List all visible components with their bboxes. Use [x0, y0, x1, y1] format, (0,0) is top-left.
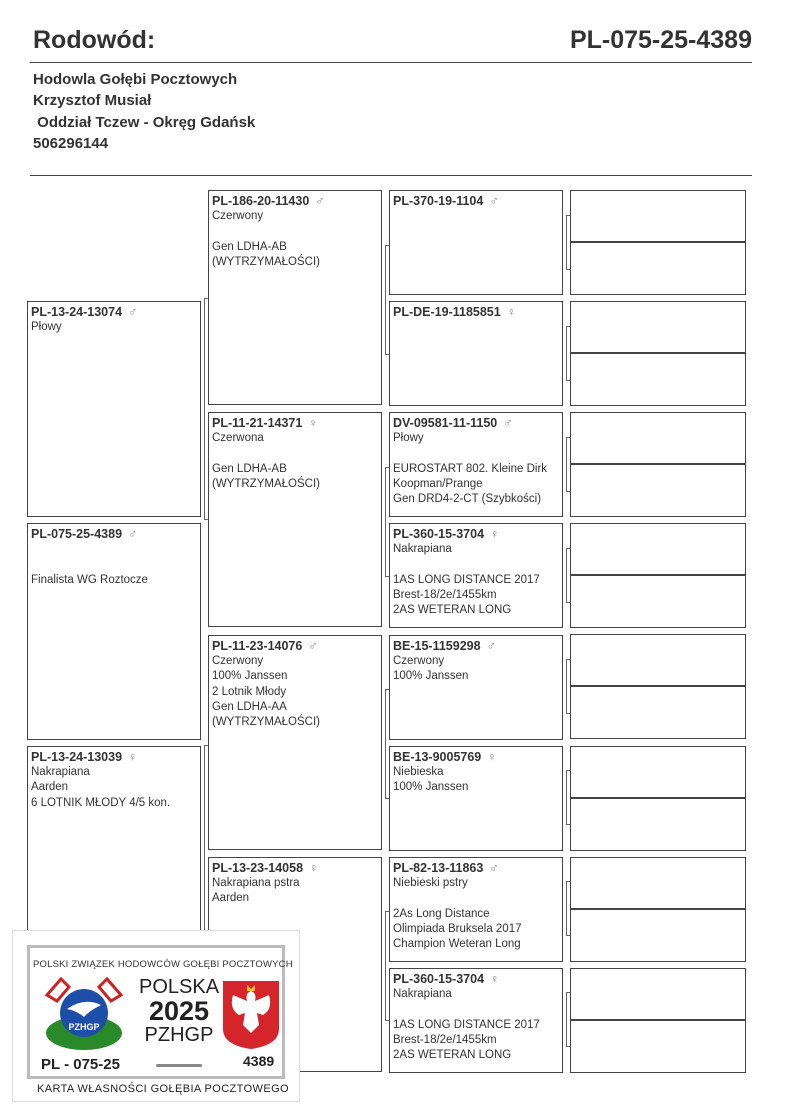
pigeon-detail: Brest-18/2e/1455km — [393, 1033, 497, 1046]
connector-bracket — [385, 245, 389, 355]
pedigree-card-empty — [570, 412, 746, 464]
pigeon-detail: Czerwony — [212, 210, 264, 222]
connector-bracket — [566, 215, 570, 270]
pedigree-card-empty — [570, 686, 746, 739]
pigeon-detail — [393, 446, 559, 461]
ownership-card — [12, 930, 300, 1102]
pedigree-card-empty — [570, 746, 746, 798]
card-year: 2025 — [148, 996, 210, 1026]
ring-number — [393, 415, 559, 431]
pedigree-card-empty — [570, 857, 746, 909]
connector-bracket — [566, 326, 570, 381]
pigeon-detail: Niebieska — [393, 766, 444, 778]
ring-text: PL-186-20-11430 — [212, 194, 310, 208]
connector-bracket — [204, 298, 208, 520]
ring-number — [393, 304, 559, 320]
pigeon-detail: 100% Janssen — [393, 781, 469, 794]
connector-bracket — [385, 467, 389, 577]
ring-number — [212, 193, 378, 209]
pedigree-card-gen1 — [27, 523, 201, 740]
ring-text: PL-82-13-11863 — [393, 861, 484, 875]
pedigree-card-gen4 — [389, 412, 563, 517]
ring-number — [212, 860, 378, 876]
pigeon-detail — [393, 1002, 559, 1017]
pigeon-detail: Champion Weteran Long — [393, 938, 521, 951]
card-org: PZHGP — [144, 1024, 214, 1046]
male-icon: ♂ — [489, 194, 499, 208]
ring-text: PL-13-23-14058 — [212, 861, 304, 875]
pigeon-detail: Gen LDHA-AB — [212, 462, 287, 475]
male-icon: ♂ — [128, 305, 138, 319]
pigeon-detail: 2AS WETERAN LONG — [393, 1049, 512, 1062]
pigeon-detail — [212, 224, 378, 239]
pigeon-detail: Finalista WG Roztocze — [31, 573, 148, 586]
ring-number — [393, 193, 559, 209]
breeder-line: Hodowla Gołębi Pocztowych — [33, 71, 238, 88]
ring-text: PL-370-19-1104 — [393, 194, 484, 208]
pigeon-detail: Czerwona — [212, 432, 264, 444]
female-icon: ♀ — [309, 861, 319, 875]
pzhgp-logo-icon — [39, 975, 129, 1055]
male-icon: ♂ — [128, 527, 138, 541]
card-title — [139, 976, 219, 1046]
pigeon-detail: 2AS WETERAN LONG — [393, 604, 512, 617]
logo-text: PZHGP — [68, 1022, 100, 1032]
ring-number — [212, 638, 378, 654]
pigeon-detail: (WYTRZYMAŁOŚCI) — [212, 255, 320, 268]
pigeon-detail — [212, 446, 378, 461]
female-icon: ♀ — [487, 750, 497, 764]
pedigree-card-gen4 — [389, 301, 563, 406]
ring-number — [31, 526, 197, 542]
pedigree-card-gen3 — [208, 190, 382, 405]
ring-text: BE-15-1159298 — [393, 639, 481, 653]
pigeon-detail — [31, 557, 197, 572]
pigeon-detail: 1AS LONG DISTANCE 2017 — [393, 573, 540, 586]
connector-bracket — [566, 992, 570, 1047]
pedigree-card-empty — [570, 1020, 746, 1073]
card-ring-prefix: PL - 075-25 — [41, 1056, 120, 1073]
connector-bracket — [566, 881, 570, 936]
pigeon-detail: Olimpiada Bruksela 2017 — [393, 922, 522, 935]
breeder-name: Krzysztof Musiał — [33, 92, 152, 110]
pigeon-detail — [393, 557, 559, 572]
divider — [30, 62, 752, 63]
ring-number — [31, 304, 197, 320]
pedigree-card-empty — [570, 190, 746, 242]
pedigree-card-gen4 — [389, 968, 563, 1073]
pedigree-card-empty — [570, 523, 746, 575]
pedigree-card-gen4 — [389, 523, 563, 628]
pigeon-detail: (WYTRZYMAŁOŚCI) — [212, 477, 320, 490]
male-icon: ♂ — [308, 639, 318, 653]
pedigree-card-empty — [570, 301, 746, 353]
breeder-phone: 506296144 — [33, 134, 109, 152]
ring-text: PL-360-15-3704 — [393, 972, 485, 986]
ring-text: PL-11-21-14371 — [212, 416, 303, 430]
card-country: POLSKA — [139, 976, 220, 998]
pigeon-detail: Nakrapiana — [393, 543, 452, 555]
ring-text: PL-13-24-13039 — [31, 750, 123, 764]
pigeon-detail: Gen LDHA-AA — [212, 700, 287, 713]
divider — [30, 175, 752, 176]
ring-text: PL-DE-19-1185851 — [393, 305, 501, 319]
connector-bracket — [385, 911, 389, 1021]
pigeon-detail: Nakrapiana — [393, 988, 452, 1000]
pedigree-card-empty — [570, 242, 746, 295]
male-icon: ♂ — [315, 194, 325, 208]
pigeon-detail: Koopman/Prange — [393, 477, 483, 490]
connector-bracket — [566, 659, 570, 714]
pigeon-detail: 1AS LONG DISTANCE 2017 — [393, 1018, 540, 1031]
pigeon-detail: 2As Long Distance — [393, 907, 490, 920]
pigeon-detail: 6 LOTNIK MŁODY 4/5 kon. — [31, 796, 171, 809]
female-icon: ♀ — [490, 527, 500, 541]
pedigree-card-empty — [570, 909, 746, 962]
ring-number — [212, 415, 378, 431]
pigeon-detail: Czerwony — [393, 655, 445, 667]
female-icon: ♀ — [490, 972, 500, 986]
ring-number — [31, 749, 197, 765]
ring-text: DV-09581-11-1150 — [393, 416, 498, 430]
pigeon-detail: 100% Janssen — [212, 670, 288, 683]
pedigree-card-empty — [570, 464, 746, 517]
polish-eagle-emblem-icon — [221, 979, 281, 1051]
pigeon-detail: 100% Janssen — [393, 670, 469, 683]
pigeon-detail: Gen LDHA-AB — [212, 240, 287, 253]
pedigree-card-gen4 — [389, 190, 563, 295]
connector-bracket — [385, 689, 389, 799]
pigeon-detail: EUROSTART 802. Kleine Dirk — [393, 462, 548, 475]
pigeon-detail: Płowy — [31, 321, 62, 333]
ring-text: PL-075-25-4389 — [31, 527, 123, 541]
ring-number — [393, 749, 559, 765]
male-icon: ♂ — [486, 639, 496, 653]
card-caption: KARTA WŁASNOŚCI GOŁĘBIA POCZTOWEGO — [37, 1083, 289, 1095]
card-bar — [156, 1064, 202, 1067]
pigeon-ring-number: PL-075-25-4389 — [569, 26, 752, 54]
female-icon: ♀ — [128, 750, 138, 764]
breeder-branch: Oddział Tczew - Okręg Gdańsk — [33, 113, 256, 131]
female-icon: ♀ — [308, 416, 318, 430]
ring-text: BE-13-9005769 — [393, 750, 482, 764]
ring-number — [393, 860, 559, 876]
pedigree-card-empty — [570, 353, 746, 406]
page-title: Rodowód: — [33, 26, 156, 54]
pedigree-card-empty — [570, 575, 746, 628]
pedigree-card-empty — [570, 634, 746, 686]
pigeon-detail — [393, 891, 559, 906]
ring-number — [393, 526, 559, 542]
card-ring-suffix: 4389 — [243, 1053, 275, 1069]
connector-bracket — [566, 770, 570, 825]
pedigree-card-empty — [570, 798, 746, 851]
pedigree-card-gen4 — [389, 857, 563, 962]
pigeon-detail: Brest-18/2e/1455km — [393, 588, 497, 601]
pigeon-detail — [31, 542, 197, 557]
male-icon: ♂ — [503, 416, 513, 430]
pedigree-card-gen4 — [389, 746, 563, 851]
ring-text: PL-360-15-3704 — [393, 527, 485, 541]
male-icon: ♂ — [489, 861, 499, 875]
connector-bracket — [566, 437, 570, 492]
pedigree-card-gen2 — [27, 301, 201, 517]
pigeon-detail: Czerwony — [212, 655, 264, 667]
ring-text: PL-13-24-13074 — [31, 305, 123, 319]
pedigree-card-gen4 — [389, 635, 563, 740]
pigeon-detail: Niebieski pstry — [393, 877, 468, 889]
pigeon-detail: Płowy — [393, 432, 424, 444]
ring-number — [393, 638, 559, 654]
pigeon-detail: 2 Lotnik Młody — [212, 685, 287, 698]
ring-number — [393, 971, 559, 987]
pedigree-card-gen3 — [208, 412, 382, 627]
female-icon: ♀ — [506, 305, 517, 319]
pedigree-card-gen3 — [208, 635, 382, 850]
pigeon-detail: Aarden — [31, 781, 69, 794]
breeder-info — [33, 69, 255, 154]
pigeon-detail: Nakrapiana — [31, 766, 90, 778]
pigeon-detail: Gen DRD4-2-CT (Szybkości) — [393, 493, 542, 506]
pigeon-detail: Nakrapiana pstra — [212, 877, 300, 889]
pigeon-detail: (WYTRZYMAŁOŚCI) — [212, 716, 320, 729]
connector-bracket — [566, 548, 570, 603]
pedigree-card-empty — [570, 968, 746, 1020]
card-org-name: POLSKI ZWIĄZEK HODOWCÓW GOŁĘBI POCZTOWYCH — [33, 959, 293, 970]
ring-text: PL-11-23-14076 — [212, 639, 303, 653]
pigeon-detail: Aarden — [212, 892, 250, 905]
